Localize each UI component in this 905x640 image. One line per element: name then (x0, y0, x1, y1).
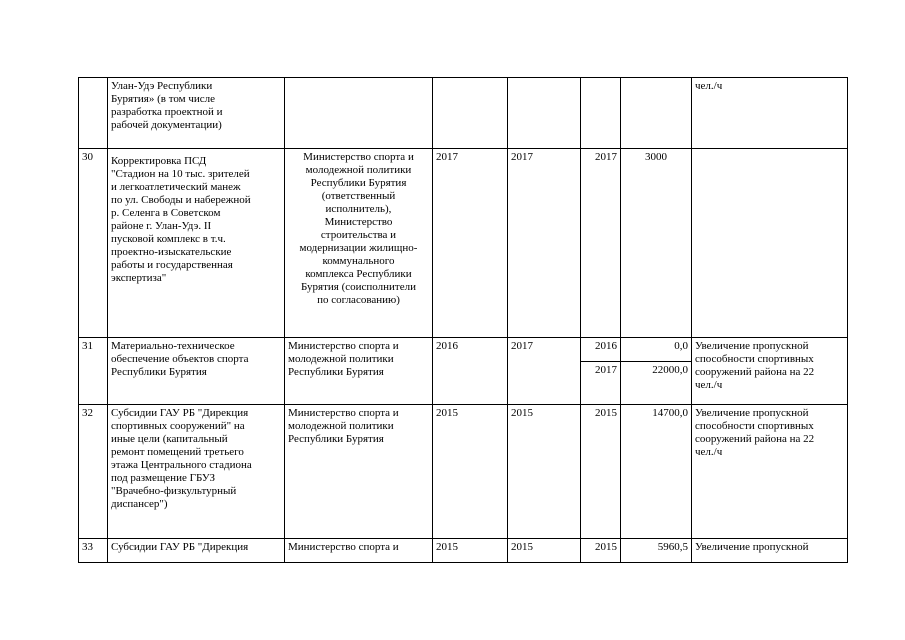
row-number-cell: 30 (79, 149, 108, 338)
result-cell (692, 149, 848, 338)
end-year-cell: 2017 (508, 149, 581, 338)
table-row (79, 338, 848, 362)
table-row (79, 539, 848, 563)
year-cell: 2015 (581, 539, 621, 563)
amount-cell: 14700,0 (621, 405, 692, 539)
row-number-cell (79, 78, 108, 149)
table-row (79, 149, 848, 338)
end-year-cell (508, 78, 581, 149)
table-row (79, 405, 848, 539)
year-cell: 2015 (581, 405, 621, 539)
end-year-cell: 2017 (508, 338, 581, 405)
executor-cell: Министерство спорта и молодежной политики Республики Бурятия (285, 338, 433, 405)
year-cell: 2016 (581, 338, 621, 362)
year-cell (581, 78, 621, 149)
year-cell: 2017 (581, 362, 621, 405)
year-cell: 2017 (581, 149, 621, 338)
start-year-cell: 2017 (433, 149, 508, 338)
row-number-cell: 32 (79, 405, 108, 539)
event-name-cell: Субсидии ГАУ РБ "Дирекция спортивных сооружений" на иные цели (капитальный ремонт помещений третьего этажа Центрального стадиона под размещение ГБУЗ "Врачебно-физкультурный диспансер") (108, 405, 285, 539)
event-name-cell: Улан-Удэ Республики Бурятия» (в том числе разработка проектной и рабочей документации) (108, 78, 285, 149)
amount-cell: 0,0 (621, 338, 692, 362)
event-name-cell: Субсидии ГАУ РБ "Дирекция (108, 539, 285, 563)
start-year-cell: 2016 (433, 338, 508, 405)
executor-cell (285, 78, 433, 149)
row-number-cell: 33 (79, 539, 108, 563)
result-cell: Увеличение пропускной способности спортивных сооружений района на 22 чел./ч (692, 405, 848, 539)
event-name-cell: Материально-техническое обеспечение объектов спорта Республики Бурятия (108, 338, 285, 405)
amount-cell: 5960,5 (621, 539, 692, 563)
result-cell: Увеличение пропускной (692, 539, 848, 563)
start-year-cell (433, 78, 508, 149)
end-year-cell: 2015 (508, 405, 581, 539)
end-year-cell: 2015 (508, 539, 581, 563)
program-table (78, 77, 848, 563)
executor-cell: Министерство спорта и молодежной политики Республики Бурятия (ответственный исполнитель), Министерство строительства и модернизации жилищно- коммунального комплекса Республики Бурятия (соисполнители по согласованию) (285, 149, 433, 338)
start-year-cell: 2015 (433, 539, 508, 563)
result-cell: Увеличение пропускной способности спортивных сооружений района на 22 чел./ч (692, 338, 848, 405)
amount-cell: 22000,0 (621, 362, 692, 405)
event-name-cell: Корректировка ПСД "Стадион на 10 тыс. зрителей и легкоатлетический манеж по ул. Свободы и набережной р. Селенга в Советском районе г. Улан-Удэ. II пусковой комплекс в т.ч. проектно-изыскательские работы и государственная экспертиза" (108, 149, 285, 338)
executor-cell: Министерство спорта и (285, 539, 433, 563)
executor-cell: Министерство спорта и молодежной политики Республики Бурятия (285, 405, 433, 539)
amount-cell: 3000 (621, 149, 692, 338)
amount-cell (621, 78, 692, 149)
start-year-cell: 2015 (433, 405, 508, 539)
result-cell: чел./ч (692, 78, 848, 149)
table-row (79, 78, 848, 149)
row-number-cell: 31 (79, 338, 108, 405)
